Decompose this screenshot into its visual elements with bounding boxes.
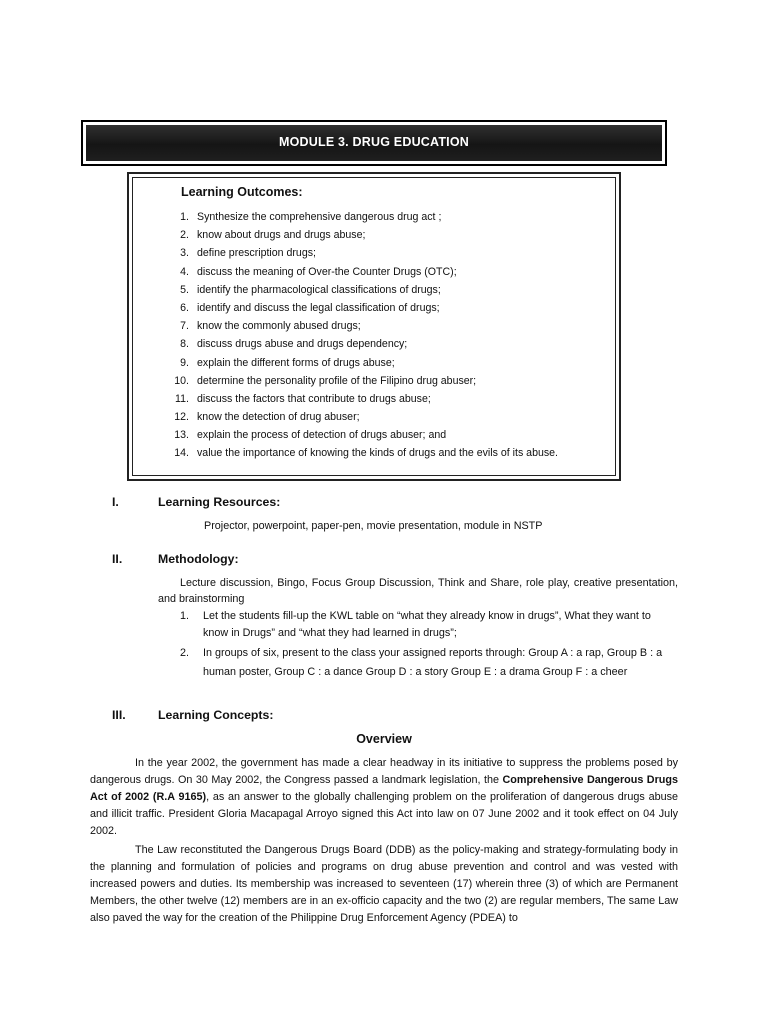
list-item-number: 6. <box>180 301 189 314</box>
list-item <box>163 428 558 446</box>
section-number: III. <box>112 708 126 722</box>
list-item-text: In groups of six, present to the class your assigned reports through: Group A : a rap, Group B : a human poster, Group C : a dance Group D : a story Group E : a drama Group F : a cheer <box>203 647 663 678</box>
list-item-text: know the commonly abused drugs; <box>197 320 361 333</box>
overview-p1-part2: , as an answer to the globally challenging problem on the proliferation of dangerous drugs abuse and illicit traffic. President Gloria Macapagal Arroyo signed this Act into law on 07 June 2002 and it took effect on 04 July 2002. <box>90 791 678 837</box>
learning-resources-text: Projector, powerpoint, paper-pen, movie presentation, module in NSTP <box>204 520 543 532</box>
section-title: Learning Resources: <box>158 495 281 509</box>
overview-p1-act-name: Comprehensive Dangerous Drugs Act of 2002 (R.A 9165) <box>90 774 679 803</box>
list-item-number: 2. <box>180 229 189 242</box>
list-item <box>163 228 558 246</box>
list-item <box>180 644 678 681</box>
list-item <box>163 301 558 319</box>
list-item-number: 7. <box>180 320 189 333</box>
list-item <box>163 446 558 464</box>
overview-paragraph-2: The Law reconstituted the Dangerous Drugs Board (DDB) as the policy-making and strategy-formulating body in the planning and formulation of policies and programs on drug abuse prevention and control and was vested with increased powers and duties. Its membership was increased to seventeen (17) wherein three (3) of which are Permanent Members, the other twelve (12) members are in an ex-officio capacity and the two (2) are regular members, The same Law also paved the way for the creation of the Philippine Drug Enforcement Agency (PDEA) to <box>90 844 678 924</box>
list-item-number: 1. <box>180 211 189 223</box>
list-item-text: identify the pharmacological classifications of drugs; <box>197 283 441 296</box>
list-item <box>163 356 558 374</box>
list-item-text: Let the students fill-up the KWL table on “what they already know in drugs”, What they want to know in Drugs” and “what they had learned in drugs”; <box>203 610 651 639</box>
list-item <box>163 374 558 392</box>
list-item <box>163 246 558 264</box>
overview-paragraph-1 <box>90 755 678 840</box>
list-item-number: 8. <box>180 338 189 351</box>
list-item-number: 5. <box>180 283 189 296</box>
list-item <box>180 608 678 642</box>
list-item-number: 4. <box>180 265 189 278</box>
paragraph-indent <box>90 757 135 769</box>
module-title: MODULE 3. DRUG EDUCATION <box>86 125 662 161</box>
list-item <box>163 337 558 355</box>
methodology-list <box>180 608 678 683</box>
list-item-number: 1. <box>180 610 190 622</box>
list-item-text: value the importance of knowing the kinds of drugs and the evils of its abuse. <box>197 447 558 460</box>
list-item-number: 13. <box>174 429 189 442</box>
module-title-banner <box>81 120 667 166</box>
section-title: Learning Concepts: <box>158 708 274 722</box>
list-item-text: identify and discuss the legal classification of drugs; <box>197 301 440 314</box>
list-item-text: explain the different forms of drugs abuse; <box>197 356 395 369</box>
list-item <box>163 319 558 337</box>
overview-heading: Overview <box>356 732 412 746</box>
list-item-number: 9. <box>180 356 189 369</box>
list-item-text: discuss the meaning of Over-the Counter Drugs (OTC); <box>197 265 457 278</box>
list-item-text: discuss drugs abuse and drugs dependency; <box>197 338 408 351</box>
section-number: I. <box>112 495 119 509</box>
list-item-number: 3. <box>180 247 189 260</box>
list-item <box>163 283 558 301</box>
list-item <box>163 265 558 283</box>
list-item-number: 2. <box>180 647 190 659</box>
list-item-text: explain the process of detection of drugs abuser; and <box>197 429 447 442</box>
list-item-number: 10. <box>174 374 189 387</box>
learning-outcomes-box <box>127 172 621 481</box>
list-item-number: 12. <box>174 411 189 424</box>
list-item-text: discuss the factors that contribute to drugs abuse; <box>197 392 431 405</box>
list-item-text: Synthesize the comprehensive dangerous drug act ; <box>197 211 442 223</box>
learning-outcomes-title: Learning Outcomes: <box>181 185 303 199</box>
overview-p1-part1: In the year 2002, the government has made a clear headway in its initiative to suppress the problems posed by dangerous drugs. On 30 May 2002, the Congress passed a landmark legislation, the <box>90 757 678 786</box>
section-number: II. <box>112 552 123 566</box>
list-item <box>163 210 558 228</box>
list-item-text: define prescription drugs; <box>197 247 316 260</box>
methodology-intro: Lecture discussion, Bingo, Focus Group Discussion, Think and Share, role play, creative presentation, and brainstorming <box>158 577 678 605</box>
learning-outcomes-list <box>163 210 558 465</box>
list-item-text: know about drugs and drugs abuse; <box>197 229 366 242</box>
list-item-text: know the detection of drug abuser; <box>197 411 360 424</box>
list-item-text: determine the personality profile of the Filipino drug abuser; <box>197 374 477 387</box>
list-item <box>163 410 558 428</box>
list-item-number: 14. <box>174 447 189 460</box>
list-item <box>163 392 558 410</box>
section-title: Methodology: <box>158 552 239 566</box>
learning-outcomes-inner-frame <box>132 177 616 476</box>
list-item-number: 11. <box>175 392 189 405</box>
